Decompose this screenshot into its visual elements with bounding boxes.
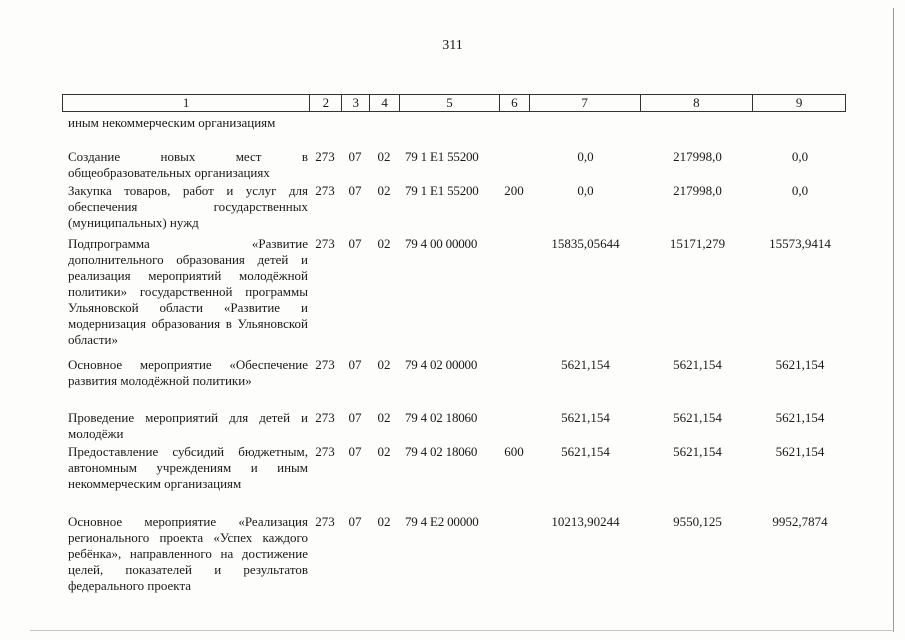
header-col-2: 2 bbox=[309, 95, 341, 111]
header-col-6: 6 bbox=[499, 95, 529, 111]
row-col-8: 5621,154 bbox=[673, 410, 722, 425]
row-col-5: 79 1 E1 55200 bbox=[405, 149, 479, 164]
row-name: Основное мероприятие «Обеспечение развития молодёжной политики» bbox=[68, 357, 308, 388]
row-col-9: 0,0 bbox=[791, 183, 809, 198]
row-col-4: 02 bbox=[377, 149, 391, 164]
row-col-4: 02 bbox=[377, 410, 391, 425]
row-col-4: 02 bbox=[377, 183, 391, 198]
header-col-7: 7 bbox=[529, 95, 640, 111]
row-col-4: 02 bbox=[377, 236, 391, 251]
row-col-3: 07 bbox=[348, 183, 362, 198]
row-col-5: 79 4 02 00000 bbox=[405, 357, 478, 372]
page-edge-right bbox=[893, 8, 894, 632]
row-col-4: 02 bbox=[377, 444, 391, 459]
row-col-9: 5621,154 bbox=[775, 357, 825, 372]
page-edge-bottom bbox=[30, 630, 894, 631]
row-col-6: 600 bbox=[504, 444, 524, 459]
row-name: Предоставление субсидий бюджетным, автономным учреждениям и иным некоммерческим организациям bbox=[68, 444, 308, 491]
row-col-2: 273 bbox=[315, 410, 335, 425]
row-col-9: 9952,7874 bbox=[772, 514, 828, 529]
table-header-row bbox=[62, 94, 846, 112]
row-col-5: 79 1 E1 55200 bbox=[405, 183, 479, 198]
header-col-3: 3 bbox=[341, 95, 369, 111]
row-col-4: 02 bbox=[377, 514, 391, 529]
row-col-5: 79 4 02 18060 bbox=[405, 410, 478, 425]
row-col-5: 79 4 02 18060 bbox=[405, 444, 478, 459]
row-name: иным некоммерческим организациям bbox=[68, 115, 276, 130]
row-col-4: 02 bbox=[377, 357, 391, 372]
header-col-4: 4 bbox=[369, 95, 399, 111]
row-col-6: 200 bbox=[504, 183, 524, 198]
row-col-8: 9550,125 bbox=[673, 514, 722, 529]
row-col-9: 15573,9414 bbox=[769, 236, 831, 251]
row-col-2: 273 bbox=[315, 183, 335, 198]
row-col-8: 15171,279 bbox=[669, 236, 726, 251]
row-name: Закупка товаров, работ и услуг для обеспечения государственных (муниципальных) нужд bbox=[68, 183, 308, 230]
row-name: Основное мероприятие «Реализация регионального проекта «Успех каждого ребёнка», направленного на достижение целей, показателей и результатов федерального проекта bbox=[68, 514, 308, 593]
row-col-5: 79 4 E2 00000 bbox=[405, 514, 479, 529]
header-col-9: 9 bbox=[752, 95, 845, 111]
row-col-9: 5621,154 bbox=[775, 410, 825, 425]
row-col-7: 5621,154 bbox=[561, 357, 610, 372]
row-col-2: 273 bbox=[315, 444, 335, 459]
row-col-9: 0,0 bbox=[791, 149, 809, 164]
header-col-1: 1 bbox=[182, 95, 190, 110]
row-col-9: 5621,154 bbox=[775, 444, 825, 459]
row-col-3: 07 bbox=[348, 357, 362, 372]
row-name: Создание новых мест в общеобразовательных организациях bbox=[68, 149, 308, 180]
header-col-8: 8 bbox=[640, 95, 753, 111]
row-col-2: 273 bbox=[315, 514, 335, 529]
row-col-8: 217998,0 bbox=[673, 183, 722, 198]
row-col-3: 07 bbox=[348, 410, 362, 425]
row-col-7: 5621,154 bbox=[561, 444, 610, 459]
row-col-8: 5621,154 bbox=[673, 444, 722, 459]
row-col-3: 07 bbox=[348, 236, 362, 251]
row-col-7: 15835,05644 bbox=[551, 236, 620, 251]
row-col-2: 273 bbox=[315, 149, 335, 164]
row-name: Проведение мероприятий для детей и молодёжи bbox=[68, 410, 308, 441]
page-number: 311 bbox=[442, 38, 463, 53]
row-col-7: 0,0 bbox=[577, 183, 594, 198]
row-col-2: 273 bbox=[315, 357, 335, 372]
row-col-2: 273 bbox=[315, 236, 335, 251]
row-col-8: 5621,154 bbox=[673, 357, 722, 372]
row-col-3: 07 bbox=[348, 444, 362, 459]
row-col-5: 79 4 00 00000 bbox=[405, 236, 478, 251]
row-col-7: 0,0 bbox=[577, 149, 594, 164]
row-col-3: 07 bbox=[348, 149, 362, 164]
row-col-7: 5621,154 bbox=[561, 410, 610, 425]
header-col-5: 5 bbox=[399, 95, 499, 111]
row-name: Подпрограмма «Развитие дополнительного образования детей и реализация мероприятий молодёжной политики» государственной программы Ульяновской области «Развитие и модернизация образования в Ульяновской области» bbox=[68, 236, 308, 347]
row-col-7: 10213,90244 bbox=[551, 514, 620, 529]
row-col-3: 07 bbox=[348, 514, 362, 529]
row-col-8: 217998,0 bbox=[673, 149, 722, 164]
